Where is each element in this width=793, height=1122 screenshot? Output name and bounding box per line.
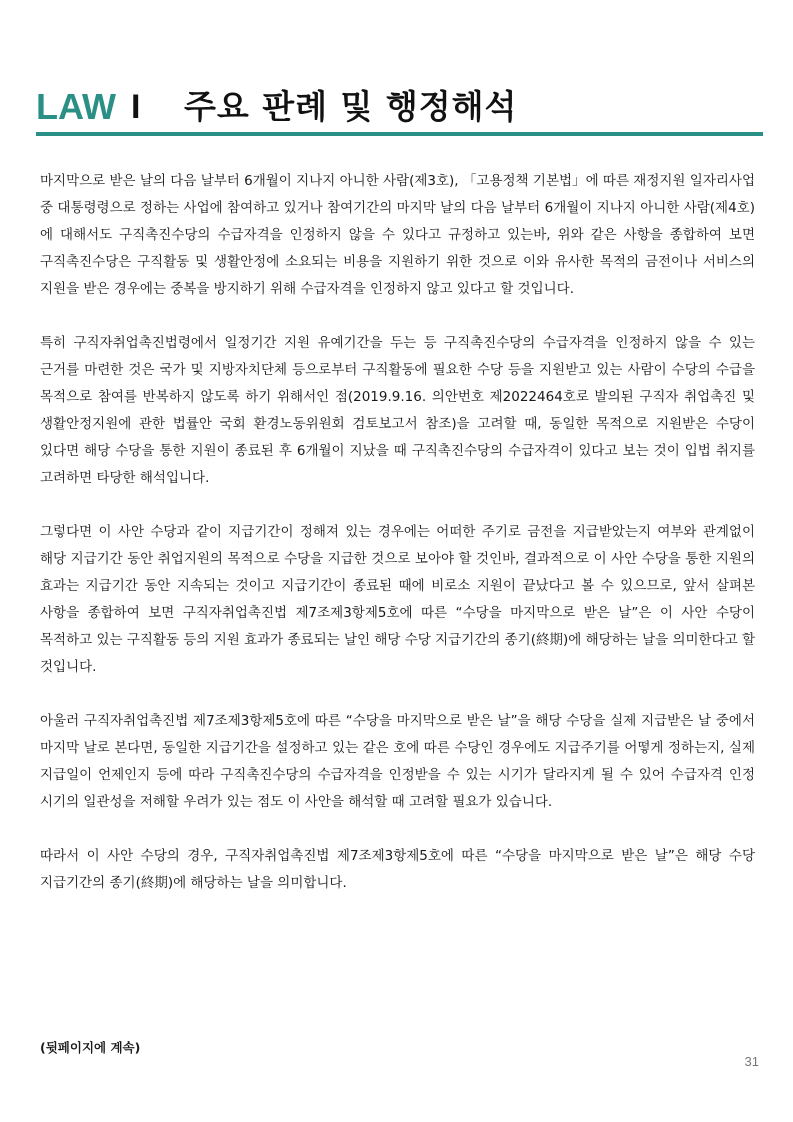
paragraph-2: 특히 구직자취업촉진법령에서 일정기간 지원 유예기간을 두는 등 구직촉진수당의 수급자격을 인정하지 않을 수 있는 근거를 마련한 것은 국가 및 지방자치단체 등으로부터 구직활동에 필요한 수당 등을 지원받고 있는 사람이 수당의 수급을 목적으로 참여를 반복하지 않도록 하기 위해서인 점(2019.9.16. 의안번호 제2022464호로 발의된 구직자 취업촉진 및 생활안정지원에 관한 법률안 국회 환경노동위원회 검토보고서 참조)을 고려할 때, 동일한 목적으로 지원받은 수당이 있다면 해당 수당을 통한 지원이 종료된 후 6개월이 지났을 때 구직촉진수당의 수급자격이 있다고 보는 것이 입법 취지를 고려하면 타당한 해석입니다. (40, 335, 755, 486)
continued-note: (뒷페이지에 계속) (40, 1040, 141, 1055)
paragraph-4: 아울러 구직자취업촉진법 제7조제3항제5호에 따른 “수당을 마지막으로 받은 날”을 해당 수당을 실제 지급받은 날 중에서 마지막 날로 본다면, 동일한 지급기간을 설정하고 있는 같은 호에 따른 수당인 경우에도 지급주기를 어떻게 정하는지, 실제 지급일이 언제인지 등에 따라 구직촉진수당의 수급자격을 인정받을 수 있는 시기가 달라지게 될 수 있어 수급자격 인정 시기의 일관성을 저해할 우려가 있는 점도 이 사안을 해석할 때 고려할 필요가 있습니다. (40, 713, 755, 810)
paragraph-1: 마지막으로 받은 날의 다음 날부터 6개월이 지나지 아니한 사람(제3호), 「고용정책 기본법」에 따른 재정지원 일자리사업 중 대통령령으로 정하는 사업에 참여하고 있거나 참여기간의 마지막 날의 다음 날부터 6개월이 지나지 아니한 사람(제4호)에 대해서도 구직촉진수당의 수급자격을 인정하지 않을 수 있다고 규정하고 있는바, 위와 같은 사항을 종합하여 보면 구직촉진수당은 구직활동 및 생활안정에 소요되는 비용을 지원하기 위한 것으로 이와 유사한 목적의 금전이나 서비스의 지원을 받은 경우에는 중복을 방지하기 위해 수급자격을 인정하지 않고 있다고 할 것입니다. (40, 173, 755, 297)
paragraph-3: 그렇다면 이 사안 수당과 같이 지급기간이 정해져 있는 경우에는 어떠한 주기로 금전을 지급받았는지 여부와 관계없이 해당 지급기간 동안 취업지원의 목적으로 수당을 지급한 것으로 보아야 할 것인바, 결과적으로 이 사안 수당을 통한 지원의 효과는 지급기간 동안 지속되는 것이고 지급기간이 종료된 때에 비로소 지원이 끝났다고 볼 수 있으므로, 앞서 살펴본 사항을 종합하여 보면 구직자취업촉진법 제7조제3항제5호에 따른 “수당을 마지막으로 받은 날”은 이 사안 수당이 목적하고 있는 구직활동 등의 지원 효과가 종료되는 날인 해당 수당 지급기간의 종기(終期)에 해당하는 날을 의미한다고 할 것입니다. (40, 524, 755, 675)
page-title: 주요 판례 및 행정해석 (184, 87, 518, 126)
header-separator: I (131, 88, 141, 126)
paragraph-5: 따라서 이 사안 수당의 경우, 구직자취업촉진법 제7조제3항제5호에 따른 “수당을 마지막으로 받은 날”은 해당 수당 지급기간의 종기(終期)에 해당하는 날을 의미합니다. (40, 848, 755, 891)
header-divider (36, 132, 763, 136)
page-number: 31 (744, 1054, 759, 1069)
section-label-law: LAW (36, 86, 116, 127)
page-header (36, 82, 763, 132)
document-body (40, 168, 755, 924)
